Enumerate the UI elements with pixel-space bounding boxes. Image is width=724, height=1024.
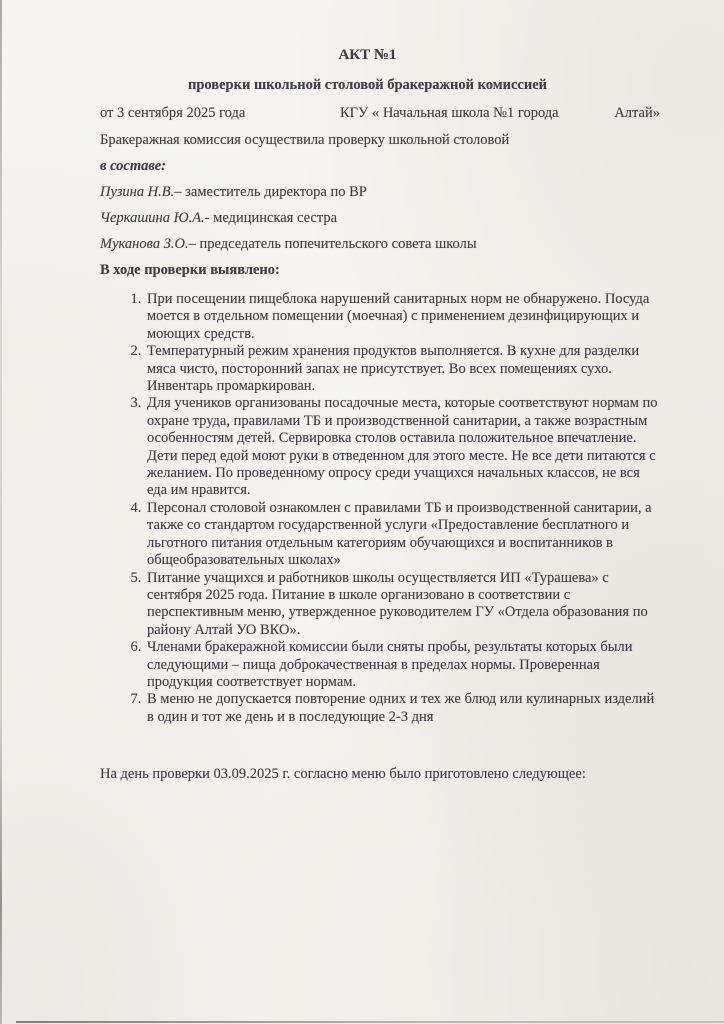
date-text: от 3 сентября 2025 года (100, 105, 246, 121)
member-name: Муканова З.О. (100, 236, 189, 252)
document-body (100, 46, 660, 798)
member-row (100, 210, 660, 227)
scan-edge-bottom (16, 1021, 724, 1024)
member-role: – заместитель директора по ВР (174, 184, 367, 200)
finding-item: 3. Для учеников организованы посадочные места, которые соответствуют нормам по охране труда, правилами ТБ и производственной санитарии, а также возрастным особенностям детей. Сервировка столов оставила положительное впечатление. Дети перед едой моют руки в отведенном для этого месте. Не все дети питаются с желанием. По проведенному опросу среди учащихся начальных классов, не вся еда им нравится. (145, 395, 660, 499)
finding-item: 2. Температурный режим хранения продуктов выполняется. В кухне для разделки мяса чисто, посторонний запах не присутствует. Во всех помещениях сухо. Инвентарь промаркирован. (145, 343, 660, 395)
page-subtitle: проверки школьной столовой бракеражной комиссией (187, 77, 548, 93)
findings-heading: В ходе проверки выявлено: (100, 262, 280, 278)
member-role: - медицинская сестра (204, 210, 338, 226)
scan-edge-left (0, 0, 2, 1024)
footer-text: На день проверки 03.09.2025 г. согласно меню было приготовлено следующее: (100, 766, 586, 783)
member-row (100, 236, 660, 253)
member-row (100, 184, 660, 201)
member-name: Пузина Н.В. (100, 184, 175, 200)
intro-text: Бракеражная комиссия осуществила проверку школьной столовой (100, 132, 510, 148)
page-title: АКТ №1 (338, 47, 397, 63)
member-role: – председатель попечительского совета школы (188, 236, 477, 252)
org-name-right: Алтай» (614, 105, 660, 121)
finding-item: 7. В меню не допускается повторение одних и тех же блюд или кулинарных изделий в один и тот же день и в последующие 2-3 дня (145, 691, 660, 726)
finding-item: 4. Персонал столовой ознакомлен с правилами ТБ и производственной санитарии, а также со стандартом государственной услуги «Предоставление бесплатного и льготного питания отдельным категориям обучающихся и воспитанников в общеобразовательных школах» (145, 500, 660, 570)
composition-label: в составе: (100, 158, 166, 174)
date-org-line (100, 105, 660, 122)
finding-item: 6. Членами бракеражной комиссии были сняты пробы, результаты которых были следующими – пища доброкачественная в пределах нормы. Проверенная продукция соответствует нормам. (145, 639, 660, 691)
finding-item: 5. Питание учащихся и работников школы осуществляется ИП «Турашева» с сентября 2025 года. Питание в школе организовано в соответствии с перспективным меню, утвержденное руководителем ГУ «Отдела образования по району Алтай УО ВКО». (145, 570, 660, 640)
finding-item: 1. При посещении пищеблока нарушений санитарных норм не обнаружено. Посуда моется в отдельном помещении (моечная) с применением дезинфицирующих и моющих средств. (145, 291, 660, 343)
findings-list (100, 291, 660, 726)
member-name: Черкашина Ю.А. (100, 210, 205, 226)
org-name: КГУ « Начальная школа №1 города (340, 105, 559, 121)
